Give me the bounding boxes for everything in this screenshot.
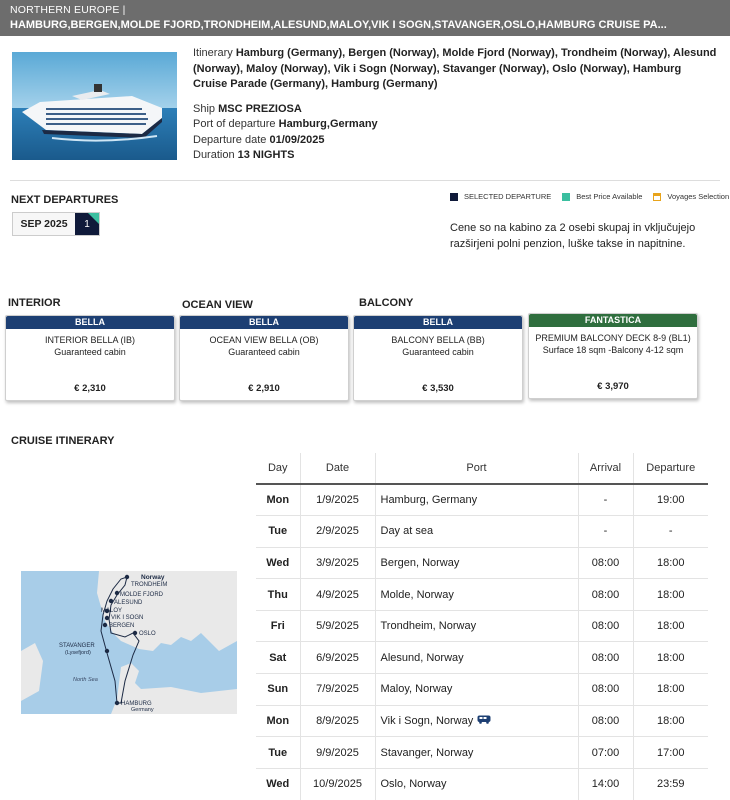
- cabin-card-premium-balcony[interactable]: [528, 313, 698, 399]
- table-header-row: [256, 453, 708, 484]
- cabin-card-interior[interactable]: [5, 315, 175, 401]
- header-day: Day: [256, 453, 300, 484]
- legend-best-price: [562, 192, 642, 201]
- table-row: [256, 484, 708, 516]
- page-header: [0, 0, 730, 36]
- itinerary-label: Itinerary: [193, 47, 233, 59]
- table-row: [256, 547, 708, 579]
- duration-value: 13 NIGHTS: [237, 149, 295, 161]
- cell-date: 8/9/2025: [300, 705, 375, 737]
- cabin-name: OCEAN VIEW BELLA (OB): [209, 335, 319, 345]
- cell-date: 3/9/2025: [300, 547, 375, 579]
- cabin-band: BELLA: [354, 316, 522, 329]
- ship-photo-icon: [12, 52, 177, 160]
- cell-day: Wed: [256, 547, 300, 579]
- map-label-alesund: ALESUND: [114, 600, 143, 606]
- cell-departure: 18:00: [633, 705, 708, 737]
- cabin-sub: Guaranteed cabin: [402, 347, 474, 357]
- table-row: [256, 768, 708, 800]
- ship-label: Ship: [193, 102, 216, 115]
- cabin-sub: Surface 18 sqm -Balcony 4-12 sqm: [542, 345, 684, 355]
- departure-count-value: 1: [84, 218, 90, 230]
- cell-arrival: -: [578, 516, 633, 548]
- cell-port-text: Vik i Sogn, Norway: [380, 714, 474, 727]
- cell-departure: 23:59: [633, 768, 708, 800]
- best-price-swatch-icon: [562, 193, 570, 201]
- departure-count: [75, 213, 99, 235]
- legend-selected: [450, 192, 551, 201]
- cruise-info: [193, 46, 718, 164]
- legend-voyages: [653, 192, 729, 201]
- map-label-stavanger: STAVANGER: [59, 643, 95, 649]
- cabin-band: BELLA: [180, 316, 348, 329]
- cell-arrival: 08:00: [578, 610, 633, 642]
- cabin-price: € 2,910: [248, 383, 280, 394]
- cell-date: 6/9/2025: [300, 642, 375, 674]
- cabin-price: € 2,310: [74, 383, 106, 394]
- cell-day: Tue: [256, 737, 300, 769]
- cell-day: Wed: [256, 768, 300, 800]
- cell-port: Maloy, Norway: [375, 674, 578, 706]
- cell-arrival: -: [578, 484, 633, 516]
- route-title: HAMBURG,BERGEN,MOLDE FJORD,TRONDHEIM,ALESUND,MALOY,VIK I SOGN,STAVANGER,OSLO,HAMBURG CRUISE PA...: [10, 19, 667, 31]
- map-label-lysefjord: (Lysefjord): [65, 650, 91, 656]
- table-row: [256, 737, 708, 769]
- itinerary-title: CRUISE ITINERARY: [11, 435, 115, 447]
- departure-month-button[interactable]: [12, 212, 100, 236]
- cell-arrival: 08:00: [578, 579, 633, 611]
- cell-day: Thu: [256, 579, 300, 611]
- cabin-band: BELLA: [6, 316, 174, 329]
- table-row: [256, 705, 708, 737]
- legend-selected-label: SELECTED DEPARTURE: [464, 192, 552, 201]
- category-balcony: BALCONY: [359, 297, 414, 309]
- cabin-card-ocean-view[interactable]: [179, 315, 349, 401]
- cell-port: Oslo, Norway: [375, 768, 578, 800]
- map-label-bergen: BERGEN: [109, 623, 135, 629]
- header-date: Date: [300, 453, 375, 484]
- legend-voyages-label: Voyages Selection: [667, 192, 730, 201]
- cell-day: Fri: [256, 610, 300, 642]
- port-line: [193, 117, 718, 133]
- cell-date: 4/9/2025: [300, 579, 375, 611]
- header-port: Port: [375, 453, 578, 484]
- cabin-band: FANTASTICA: [529, 314, 697, 327]
- cell-date: 9/9/2025: [300, 737, 375, 769]
- cabin-card-balcony[interactable]: [353, 315, 523, 401]
- cell-port: Day at sea: [375, 516, 578, 548]
- price-note: Cene so na kabino za 2 osebi skupaj in vključujejo razširjeni polni penzion, luške takse in napitnine.: [450, 222, 696, 250]
- cell-port: Stavanger, Norway: [375, 737, 578, 769]
- date-value: 01/09/2025: [269, 133, 325, 146]
- cell-date: 1/9/2025: [300, 484, 375, 516]
- cell-port: Alesund, Norway: [375, 642, 578, 674]
- cabin-name: BALCONY BELLA (BB): [391, 335, 485, 345]
- table-row: [256, 610, 708, 642]
- cell-date: 7/9/2025: [300, 674, 375, 706]
- map-label-germany: Germany: [131, 707, 154, 713]
- region-label: NORTHERN EUROPE |: [10, 4, 126, 16]
- cell-departure: 17:00: [633, 737, 708, 769]
- cell-port: [375, 705, 578, 737]
- map-label-trondheim: TRONDHEIM: [131, 582, 168, 588]
- table-row: [256, 642, 708, 674]
- cell-port: Trondheim, Norway: [375, 610, 578, 642]
- cell-arrival: 08:00: [578, 705, 633, 737]
- legend-best-price-label: Best Price Available: [576, 192, 643, 201]
- map-label-vik: VIK I SOGN: [111, 615, 144, 621]
- header-departure: Departure: [633, 453, 708, 484]
- map-label-north-sea: North Sea: [73, 677, 98, 683]
- cell-departure: 18:00: [633, 674, 708, 706]
- cell-day: Sun: [256, 674, 300, 706]
- route-map: [21, 571, 237, 714]
- departure-month: SEP 2025: [13, 213, 75, 235]
- table-row: [256, 674, 708, 706]
- map-label-molde: MOLDE FJORD: [120, 592, 164, 598]
- ship-line: [193, 102, 718, 118]
- table-row: [256, 516, 708, 548]
- cell-date: 5/9/2025: [300, 610, 375, 642]
- category-interior: INTERIOR: [8, 297, 61, 309]
- cell-departure: 18:00: [633, 579, 708, 611]
- cell-departure: -: [633, 516, 708, 548]
- map-label-norway: Norway: [141, 574, 165, 581]
- cell-port: Molde, Norway: [375, 579, 578, 611]
- cell-arrival: 07:00: [578, 737, 633, 769]
- cell-date: 10/9/2025: [300, 768, 375, 800]
- divider: [10, 180, 720, 181]
- best-price-corner-icon: [88, 213, 99, 224]
- itinerary-table: [256, 453, 708, 800]
- cell-day: Tue: [256, 516, 300, 548]
- excursion-bus-icon[interactable]: [477, 715, 491, 727]
- cell-arrival: 08:00: [578, 674, 633, 706]
- cell-departure: 18:00: [633, 610, 708, 642]
- header-arrival: Arrival: [578, 453, 633, 484]
- cell-port: Hamburg, Germany: [375, 484, 578, 516]
- date-line: [193, 133, 718, 149]
- category-ocean-view: OCEAN VIEW: [182, 299, 253, 311]
- port-label: Port of departure: [193, 118, 276, 130]
- itinerary-value: Hamburg (Germany), Bergen (Norway), Molde Fjord (Norway), Trondheim (Norway), Alesund (Norway), Maloy (Norway), Vik i Sogn (Norway), Stavanger (Norway), Oslo (Norway), Hamburg Cruise Parade (Germany), Hamburg (Germany): [193, 47, 717, 90]
- cabin-price: € 3,970: [597, 381, 629, 392]
- cell-day: Sat: [256, 642, 300, 674]
- cell-arrival: 08:00: [578, 547, 633, 579]
- next-departures-title: NEXT DEPARTURES: [11, 194, 119, 206]
- cell-departure: 18:00: [633, 642, 708, 674]
- duration-label: Duration: [193, 149, 235, 161]
- date-label: Departure date: [193, 133, 267, 146]
- cell-port: Bergen, Norway: [375, 547, 578, 579]
- ship-value: MSC PREZIOSA: [218, 102, 302, 115]
- cabin-sub: Guaranteed cabin: [54, 347, 126, 357]
- cell-departure: 19:00: [633, 484, 708, 516]
- map-label-oslo: OSLO: [139, 631, 156, 637]
- cell-date: 2/9/2025: [300, 516, 375, 548]
- ship-image: [12, 52, 177, 160]
- cabin-sub: Guaranteed cabin: [228, 347, 300, 357]
- port-value: Hamburg,Germany: [278, 118, 378, 130]
- legend: [450, 192, 730, 201]
- selected-swatch-icon: [450, 193, 458, 201]
- cell-departure: 18:00: [633, 547, 708, 579]
- map-label-hamburg: HAMBURG: [121, 701, 152, 707]
- cabin-name: INTERIOR BELLA (IB): [44, 335, 136, 345]
- cell-arrival: 08:00: [578, 642, 633, 674]
- cell-day: Mon: [256, 484, 300, 516]
- voyages-swatch-icon: [653, 193, 661, 201]
- map-label-maloy: MALOY: [101, 608, 123, 614]
- duration-line: [193, 148, 718, 164]
- table-row: [256, 579, 708, 611]
- cell-arrival: 14:00: [578, 768, 633, 800]
- cell-day: Mon: [256, 705, 300, 737]
- cabin-name: PREMIUM BALCONY DECK 8-9 (BL1): [535, 333, 691, 343]
- cabin-price: € 3,530: [422, 383, 454, 394]
- itinerary-line: [193, 46, 718, 93]
